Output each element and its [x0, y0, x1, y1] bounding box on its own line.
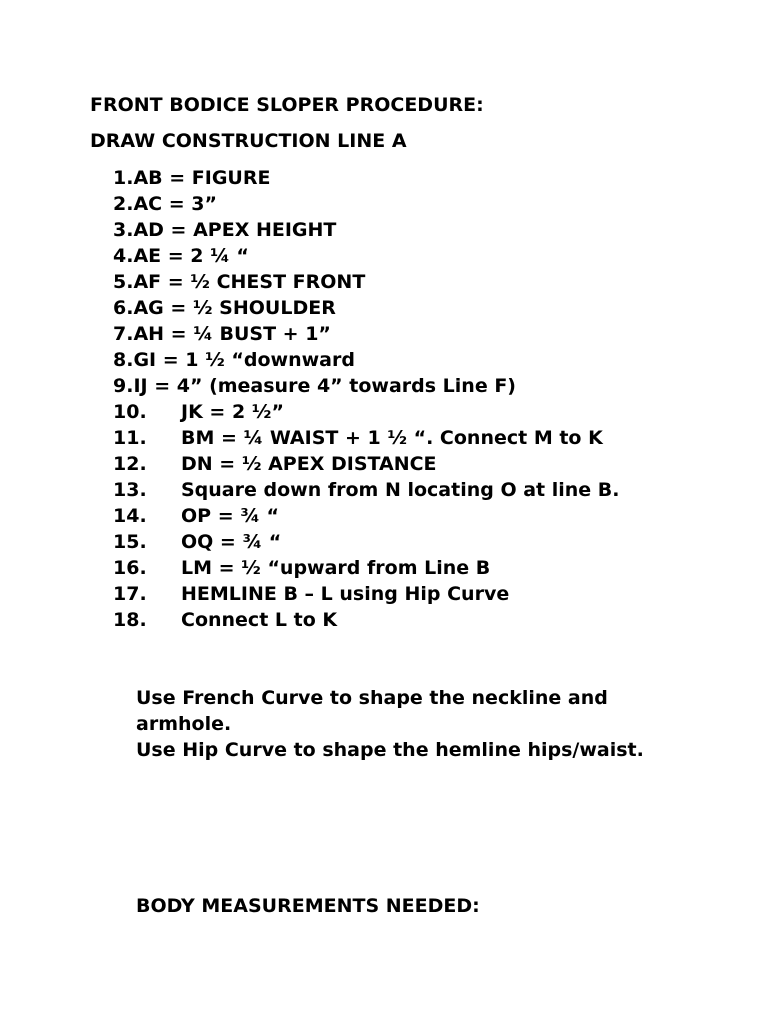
note-hip-curve: Use Hip Curve to shape the hemline hips/waist. — [136, 739, 644, 761]
procedure-step — [113, 425, 620, 451]
step-number: 15. — [113, 531, 147, 553]
step-number: 11. — [113, 427, 147, 449]
step-text: AH = ¼ BUST + 1” — [133, 323, 331, 345]
procedure-step — [113, 347, 620, 373]
step-text: LM = ½ “upward from Line B — [181, 557, 491, 579]
procedure-step — [113, 321, 620, 347]
step-text: AG = ½ SHOULDER — [133, 297, 336, 319]
body-measurements-heading: BODY MEASUREMENTS NEEDED: — [136, 895, 480, 917]
step-text: GI = 1 ½ “downward — [133, 349, 355, 371]
step-text: IJ = 4” (measure 4” towards Line F) — [133, 375, 516, 397]
step-text: HEMLINE B – L using Hip Curve — [181, 583, 510, 605]
step-text: AF = ½ CHEST FRONT — [133, 271, 366, 293]
step-number: 8. — [113, 349, 134, 371]
procedure-step — [113, 295, 620, 321]
step-text: OP = ¾ “ — [181, 505, 279, 527]
step-number: 18. — [113, 609, 147, 631]
procedure-step — [113, 451, 620, 477]
procedure-step — [113, 373, 620, 399]
procedure-step — [113, 581, 620, 607]
step-number: 1. — [113, 167, 134, 189]
procedure-step — [113, 555, 620, 581]
step-number: 4. — [113, 245, 134, 267]
step-text: AE = 2 ¼ “ — [133, 245, 249, 267]
note-french-curve: Use French Curve to shape the neckline and armhole. — [136, 687, 608, 735]
procedure-steps-list — [113, 165, 620, 633]
step-text: JK = 2 ½” — [181, 401, 284, 423]
procedure-step — [113, 503, 620, 529]
step-text: AC = 3” — [133, 193, 217, 215]
step-number: 14. — [113, 505, 147, 527]
step-text: DN = ½ APEX DISTANCE — [181, 453, 437, 475]
procedure-step — [113, 191, 620, 217]
procedure-step — [113, 607, 620, 633]
procedure-step — [113, 243, 620, 269]
procedure-step — [113, 477, 620, 503]
step-number: 13. — [113, 479, 147, 501]
step-number: 17. — [113, 583, 147, 605]
procedure-step — [113, 399, 620, 425]
step-number: 7. — [113, 323, 134, 345]
step-number: 12. — [113, 453, 147, 475]
step-number: 3. — [113, 219, 134, 241]
step-text: OQ = ¾ “ — [181, 531, 282, 553]
step-text: Square down from N locating O at line B. — [181, 479, 620, 501]
step-number: 5. — [113, 271, 134, 293]
procedure-step — [113, 529, 620, 555]
procedure-step — [113, 165, 620, 191]
step-number: 10. — [113, 401, 147, 423]
notes-block — [136, 685, 696, 763]
step-number: 2. — [113, 193, 134, 215]
procedure-step — [113, 269, 620, 295]
step-text: BM = ¼ WAIST + 1 ½ “. Connect M to K — [181, 427, 603, 449]
step-number: 9. — [113, 375, 134, 397]
page-title: FRONT BODICE SLOPER PROCEDURE: — [90, 94, 484, 116]
step-text: AB = FIGURE — [133, 167, 271, 189]
step-text: AD = APEX HEIGHT — [133, 219, 337, 241]
procedure-step — [113, 217, 620, 243]
step-text: Connect L to K — [181, 609, 338, 631]
step-number: 6. — [113, 297, 134, 319]
section-subtitle: DRAW CONSTRUCTION LINE A — [90, 130, 407, 152]
step-number: 16. — [113, 557, 147, 579]
